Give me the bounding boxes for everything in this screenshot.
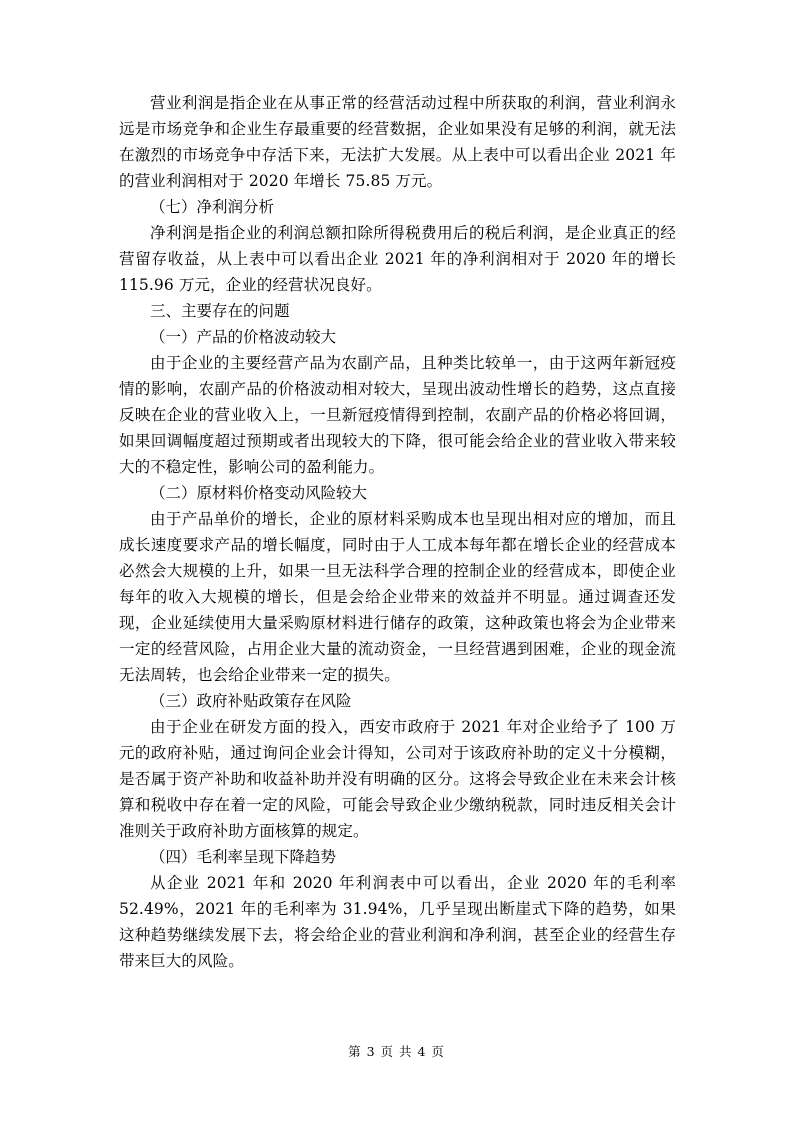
heading-gross-margin-decline: （四）毛利率呈现下降趋势 — [150, 848, 337, 866]
paragraph-gross-margin-decline: 从企业 2021 年和 2020 年利润表中可以看出，企业 2020 年的毛利率 52.49%，2021 年的毛利率为 31.94%，几乎呈现出断崖式下降的趋势，如果这种趋势继续发展下去，将会给企业的营业利润和净利润，甚至企业的经营生存带来巨大的风险。 — [119, 874, 676, 970]
paragraph-subsidy-risk: 由于企业在研发方面的投入，西安市政府于 2021 年对企业给予了 100 万元的政府补贴，通过询问企业会计得知，公司对于该政府补助的定义十分模糊，是否属于资产补助和收益补助并没有明确的区分。这将会导致企业在未来会计核算和税收中存在着一定的风险，可能会导致企业少缴纳税款，同时违反相关会计准则关于政府补助方面核算的规定。 — [119, 718, 676, 840]
paragraph-price-fluctuation: 由于企业的主要经营产品为农副产品，且种类比较单一，由于这两年新冠疫情的影响，农副产品的价格波动相对较大，呈现出波动性增长的趋势，这点直接反映在企业的营业收入上，一旦新冠疫情得到控制，农副产品的价格必将回调，如果回调幅度超过预期或者出现较大的下降，很可能会给企业的营业收入带来较大的不稳定性，影响公司的盈利能力。 — [119, 354, 676, 476]
paragraph-net-profit: 净利润是指企业的利润总额扣除所得税费用后的税后利润，是企业真正的经营留存收益，从上表中可以看出企业 2021 年的净利润相对于 2020 年的增长 115.96 万元，企业的经营状况良好。 — [119, 224, 676, 294]
heading-net-profit-analysis: （七）净利润分析 — [150, 198, 275, 216]
heading-raw-material-risk: （二）原材料价格变动风险较大 — [150, 484, 368, 502]
paragraph-raw-material-risk: 由于产品单价的增长，企业的原材料采购成本也呈现出相对应的增加，而且成长速度要求产品的增长幅度，同时由于人工成本每年都在增长企业的经营成本必然会大规模的上升，如果一旦无法科学合理的控制企业的经营成本，即使企业每年的收入大规模的增长，但是会给企业带来的效益并不明显。通过调查还发现，企业延续使用大量采购原材料进行储存的政策，这种政策也将会为企业带来一定的经营风险，占用企业大量的流动资金，一旦经营遇到困难，企业的现金流无法周转，也会给企业带来一定的损失。 — [119, 510, 676, 684]
document-body — [119, 90, 676, 974]
paragraph-operating-profit: 营业利润是指企业在从事正常的经营活动过程中所获取的利润，营业利润永远是市场竞争和企业生存最重要的经营数据，企业如果没有足够的利润，就无法在激烈的市场竞争中存活下来，无法扩大发展。从上表中可以看出企业 2021 年的营业利润相对于 2020 年增长 75.85 万元。 — [119, 94, 676, 190]
heading-subsidy-risk: （三）政府补贴政策存在风险 — [150, 692, 352, 710]
heading-main-problems: 三、主要存在的问题 — [150, 302, 290, 320]
page-number-footer: 第 3 页 共 4 页 — [348, 1044, 445, 1059]
heading-price-fluctuation: （一）产品的价格波动较大 — [150, 328, 337, 346]
